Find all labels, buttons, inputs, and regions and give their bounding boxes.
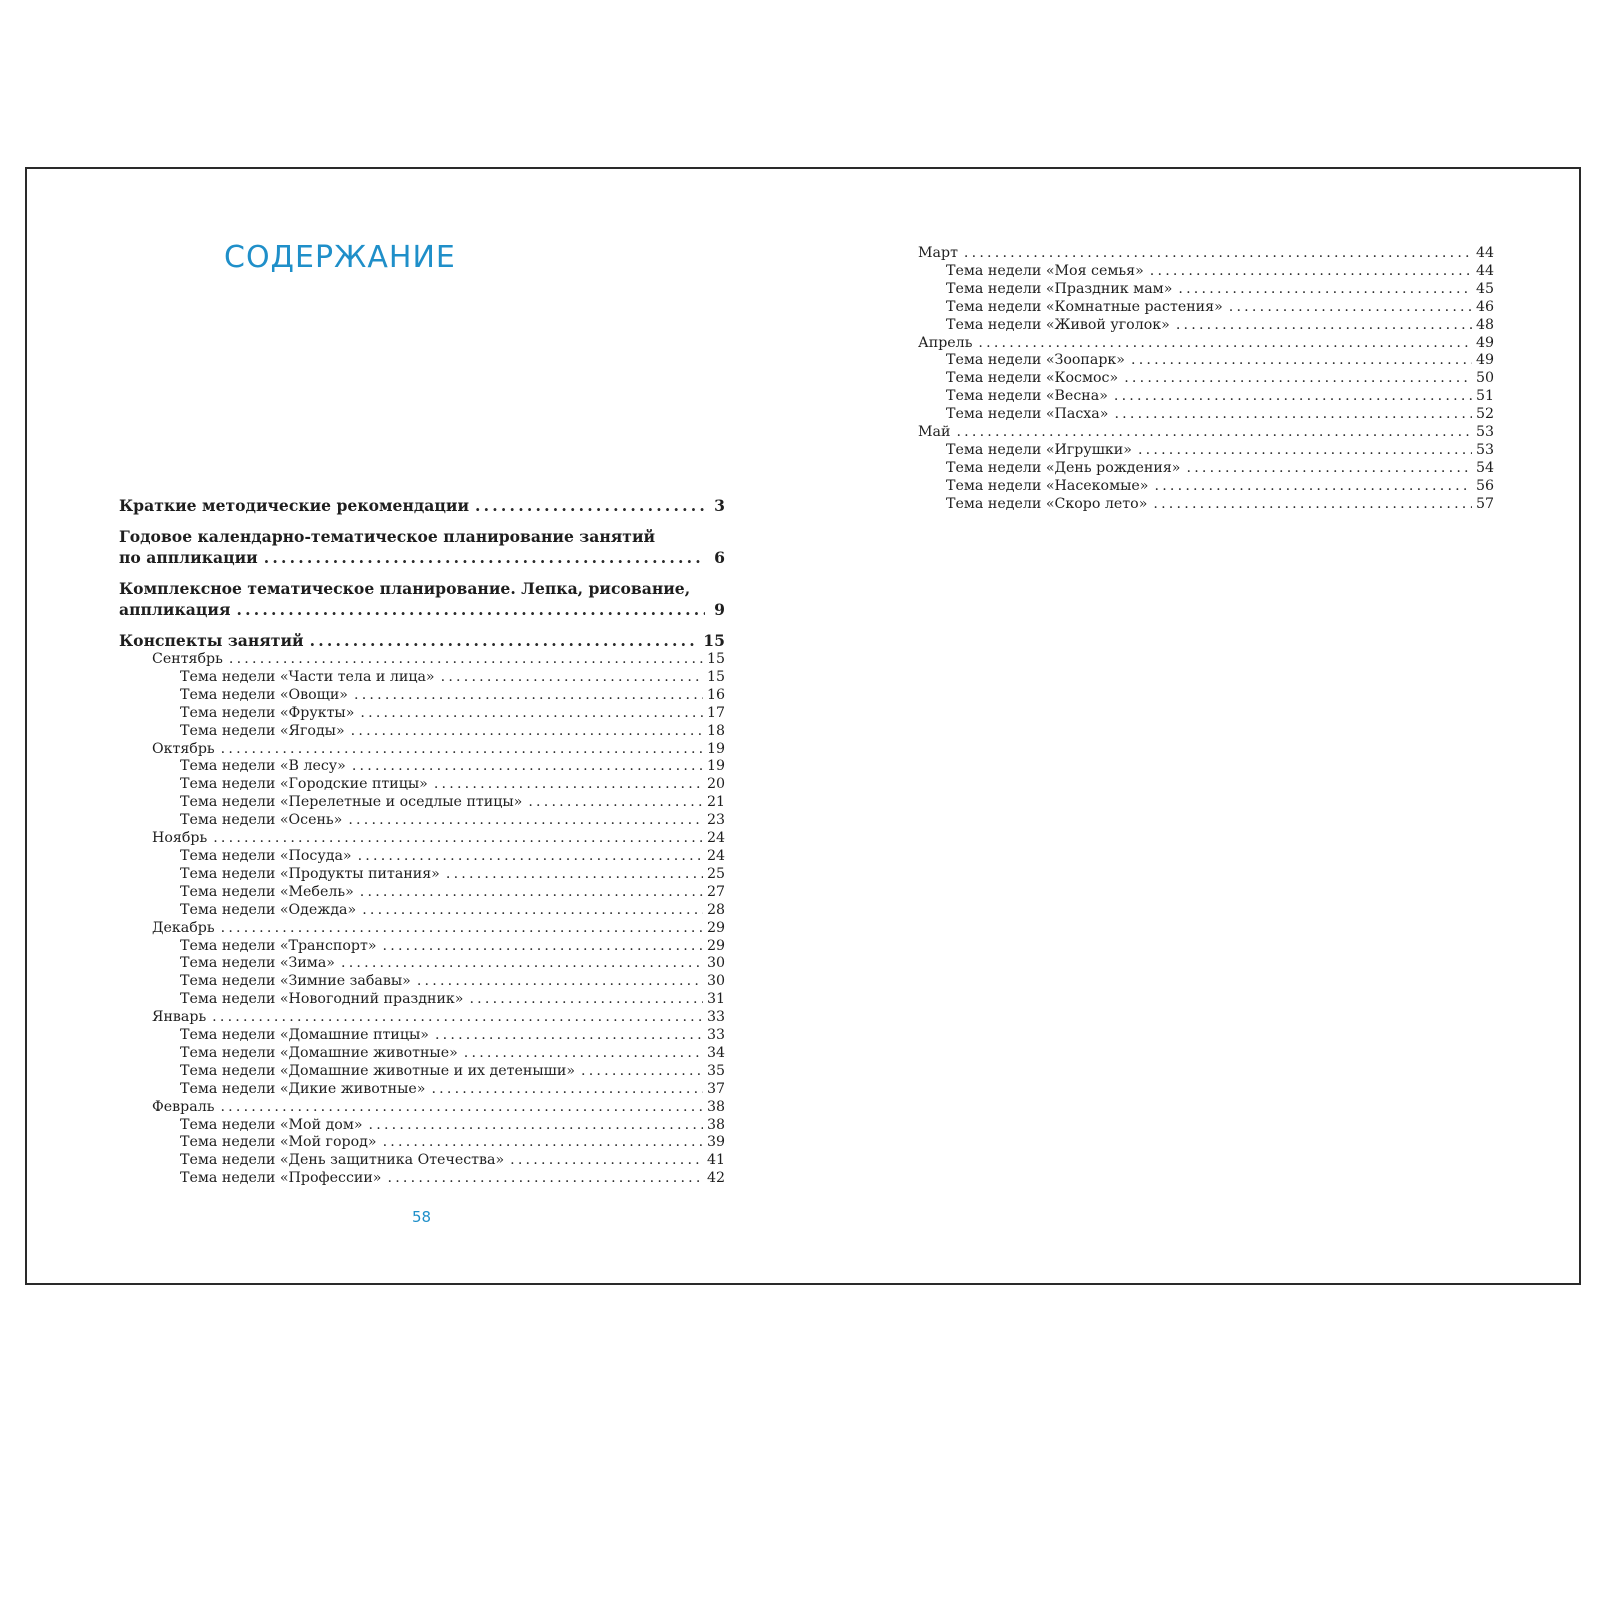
- toc-month-entry[interactable]: [119, 1099, 725, 1117]
- toc-leader-dots: [220, 1099, 703, 1117]
- toc-entry-page: 23: [706, 812, 725, 829]
- toc-entry-label: Тема недели «Части тела и лица»: [180, 668, 435, 685]
- toc-entry-page: 16: [706, 686, 725, 703]
- toc-entry-label: Тема недели «Домашние птицы»: [180, 1027, 429, 1044]
- toc-leader-dots: [1124, 370, 1472, 388]
- toc-leader-dots: [475, 495, 705, 516]
- toc-entry-label: Сентябрь: [152, 651, 223, 667]
- toc-leader-dots: [221, 920, 703, 938]
- toc-leader-dots: [1138, 442, 1472, 460]
- toc-entry-label: Тема недели «Зоопарк»: [946, 352, 1125, 369]
- toc-leader-dots: [1150, 263, 1472, 281]
- toc-month-entry[interactable]: [119, 741, 725, 759]
- toc-section-entry[interactable]: [119, 526, 725, 568]
- toc-entry-label: Тема недели «Праздник мам»: [946, 280, 1173, 297]
- toc-topic-entry[interactable]: [119, 812, 725, 830]
- toc-entry-page: 38: [706, 1116, 725, 1133]
- toc-topic-entry[interactable]: [918, 263, 1494, 281]
- toc-entry-label: по аппликации: [119, 548, 258, 567]
- toc-leader-dots: [360, 705, 703, 723]
- toc-entry-label: Декабрь: [152, 919, 215, 936]
- toc-leader-dots: [446, 866, 703, 884]
- toc-entry-page: 35: [706, 1062, 725, 1079]
- toc-topic-entry[interactable]: [119, 938, 725, 956]
- toc-entry-label: Тема недели «Мебель»: [180, 883, 354, 900]
- toc-month-entry[interactable]: [119, 920, 725, 938]
- toc-entry-page: 45: [1475, 280, 1494, 297]
- toc-leader-dots: [528, 794, 703, 812]
- toc-topic-entry[interactable]: [918, 442, 1494, 460]
- toc-entry-label: Тема недели «В лесу»: [180, 758, 346, 775]
- toc-entry-page: 18: [706, 722, 725, 739]
- toc-entry-page: 27: [706, 883, 725, 900]
- toc-entry-label: Март: [918, 245, 958, 261]
- toc-entry-page: 24: [706, 847, 725, 864]
- toc-entry-page: 52: [1475, 406, 1494, 423]
- toc-entry-label: Тема недели «Городские птицы»: [180, 776, 428, 793]
- toc-topic-entry[interactable]: [119, 973, 725, 991]
- toc-entry-label-line1: Годовое календарно-тематическое планирование занятий: [119, 527, 656, 546]
- toc-topic-entry[interactable]: [918, 317, 1494, 335]
- toc-entry-label-line1: Комплексное тематическое планирование. Лепка, рисование,: [119, 579, 691, 598]
- toc-section-entry[interactable]: [119, 578, 725, 620]
- toc-leader-dots: [434, 776, 703, 794]
- toc-topic-entry[interactable]: [918, 388, 1494, 406]
- toc-leader-dots: [431, 1081, 703, 1099]
- toc-entry-page: 54: [1475, 459, 1494, 476]
- toc-leader-dots: [383, 938, 703, 956]
- toc-entry-label: Тема недели «Профессии»: [180, 1170, 382, 1187]
- toc-leader-dots: [581, 1063, 703, 1081]
- toc-entry-page: 15: [703, 631, 725, 650]
- toc-entry-page: 50: [1475, 370, 1494, 387]
- toc-entry-page: 51: [1475, 388, 1494, 405]
- toc-entry-label: Тема недели «Дикие животные»: [180, 1080, 426, 1097]
- toc-entry-label: аппликация: [119, 600, 231, 619]
- toc-entry-page: 49: [1475, 352, 1494, 369]
- toc-topic-entry[interactable]: [918, 281, 1494, 299]
- toc-leader-dots: [352, 758, 703, 776]
- toc-entry-label: Тема недели «Перелетные и оседлые птицы»: [180, 794, 523, 811]
- toc-entry-page: 48: [1475, 316, 1494, 333]
- toc-entry-label: Тема недели «Мой дом»: [180, 1116, 363, 1133]
- toc-entry-page: 6: [714, 548, 725, 567]
- toc-entry-page: 21: [706, 794, 725, 811]
- toc-leader-dots: [1229, 299, 1472, 317]
- toc-topic-entry[interactable]: [119, 758, 725, 776]
- toc-entry-label: Краткие методические рекомендации: [119, 496, 470, 515]
- toc-entry-label: Январь: [152, 1009, 207, 1026]
- toc-entry-label: Ноябрь: [152, 830, 208, 847]
- toc-topic-entry[interactable]: [119, 884, 725, 902]
- toc-leader-dots: [388, 1170, 703, 1188]
- toc-entry-label: Тема недели «Транспорт»: [180, 937, 377, 954]
- toc-entry-label: Тема недели «Пасха»: [946, 406, 1109, 423]
- toc-entry-page: 42: [706, 1170, 725, 1187]
- toc-entry-label: Тема недели «День рождения»: [946, 459, 1181, 476]
- toc-entry-page: 37: [706, 1080, 725, 1097]
- toc-entry-page: 53: [1475, 441, 1494, 458]
- toc-leader-dots: [956, 424, 1471, 442]
- toc-topic-entry[interactable]: [119, 1152, 725, 1170]
- toc-leader-dots: [264, 547, 705, 568]
- toc-entry-label: Тема недели «Игрушки»: [946, 441, 1132, 458]
- toc-entry-page: 44: [1475, 245, 1494, 261]
- toc-leader-dots: [348, 812, 703, 830]
- toc-topic-entry[interactable]: [119, 687, 725, 705]
- toc-topic-entry[interactable]: [119, 705, 725, 723]
- toc-leader-dots: [213, 830, 703, 848]
- toc-entry-page: 49: [1475, 334, 1494, 351]
- toc-entry-page: 41: [706, 1152, 725, 1169]
- toc-leader-dots: [369, 1117, 703, 1135]
- toc-topic-entry[interactable]: [119, 669, 725, 687]
- toc-entry-label: Май: [918, 424, 951, 441]
- toc-entry-label: Октябрь: [152, 740, 215, 757]
- toc-left-list: [119, 651, 725, 1188]
- toc-entry-label: Тема недели «Посуда»: [180, 847, 352, 864]
- toc-topic-entry[interactable]: [119, 776, 725, 794]
- toc-entry-page: 30: [706, 973, 725, 990]
- page-number: 58: [412, 1208, 432, 1226]
- toc-leader-dots: [310, 630, 700, 651]
- toc-leader-dots: [417, 973, 703, 991]
- toc-leader-dots: [464, 1045, 703, 1063]
- toc-leader-dots: [212, 1009, 703, 1027]
- toc-leader-dots: [441, 669, 703, 687]
- toc-leader-dots: [1176, 317, 1472, 335]
- toc-section-entry[interactable]: [119, 630, 725, 651]
- toc-right-column: [918, 245, 1494, 514]
- toc-topic-entry[interactable]: [918, 352, 1494, 370]
- toc-entry-page: 15: [706, 668, 725, 685]
- toc-entry-page: 19: [706, 740, 725, 757]
- toc-leader-dots: [341, 955, 703, 973]
- toc-entry-label: Тема недели «Продукты питания»: [180, 865, 440, 882]
- toc-entry-label: Тема недели «Моя семья»: [946, 262, 1144, 279]
- toc-entry-page: 20: [706, 776, 725, 793]
- toc-leader-dots: [358, 848, 703, 866]
- toc-entry-label: Тема недели «Новогодний праздник»: [180, 991, 464, 1008]
- toc-entry-page: 46: [1475, 298, 1494, 315]
- toc-leader-dots: [978, 335, 1472, 353]
- toc-leader-dots: [510, 1152, 703, 1170]
- toc-topic-entry[interactable]: [918, 299, 1494, 317]
- toc-leader-dots: [1114, 406, 1472, 424]
- toc-entry-label: Тема недели «Живой уголок»: [946, 316, 1170, 333]
- toc-entry-page: 33: [706, 1027, 725, 1044]
- toc-entry-page: 19: [706, 758, 725, 775]
- toc-leader-dots: [236, 599, 705, 620]
- toc-leader-dots: [229, 651, 703, 669]
- toc-topic-entry[interactable]: [119, 1170, 725, 1188]
- toc-topic-entry[interactable]: [918, 370, 1494, 388]
- toc-leader-dots: [469, 991, 702, 1009]
- toc-month-entry[interactable]: [918, 245, 1494, 263]
- toc-entry-page: 15: [706, 651, 725, 667]
- toc-entry-page: 25: [706, 865, 725, 882]
- toc-entry-page: 28: [706, 901, 725, 918]
- toc-entry-page: 31: [706, 991, 725, 1008]
- toc-entry-page: 53: [1475, 424, 1494, 441]
- toc-topic-entry[interactable]: [119, 1027, 725, 1045]
- toc-entry-label: Тема недели «Одежда»: [180, 901, 357, 918]
- toc-leader-dots: [1114, 388, 1472, 406]
- toc-topic-entry[interactable]: [119, 1045, 725, 1063]
- toc-topic-entry[interactable]: [119, 902, 725, 920]
- toc-entry-label: Апрель: [918, 334, 973, 351]
- toc-leader-dots: [435, 1027, 703, 1045]
- toc-entry-label: Тема недели «Весна»: [946, 388, 1108, 405]
- toc-entry-page: 24: [706, 830, 725, 847]
- toc-month-entry[interactable]: [119, 1009, 725, 1027]
- toc-topic-entry[interactable]: [918, 460, 1494, 478]
- toc-topic-entry[interactable]: [119, 991, 725, 1009]
- toc-entry-page: 33: [706, 1009, 725, 1026]
- toc-entry-label: Тема недели «Ягоды»: [180, 722, 345, 739]
- toc-entry-page: 38: [706, 1098, 725, 1115]
- toc-entry-label: Тема недели «Космос»: [946, 370, 1119, 387]
- toc-entry-page: 56: [1475, 477, 1494, 494]
- toc-topic-entry[interactable]: [119, 848, 725, 866]
- toc-leader-dots: [1178, 281, 1472, 299]
- toc-leader-dots: [362, 902, 703, 920]
- toc-entry-label: Конспекты занятий: [119, 631, 304, 650]
- toc-entry-page: 30: [706, 955, 725, 972]
- toc-topic-entry[interactable]: [918, 496, 1494, 514]
- toc-month-entry[interactable]: [119, 830, 725, 848]
- toc-leader-dots: [1186, 460, 1471, 478]
- toc-leader-dots: [360, 884, 703, 902]
- page-title: СОДЕРЖАНИЕ: [224, 240, 456, 275]
- toc-entry-page: 29: [706, 919, 725, 936]
- toc-entry-page: 57: [1475, 495, 1494, 512]
- toc-topic-entry[interactable]: [119, 723, 725, 741]
- toc-topic-entry[interactable]: [119, 1063, 725, 1081]
- toc-leader-dots: [964, 245, 1472, 263]
- toc-entry-page: 17: [706, 704, 725, 721]
- toc-month-entry[interactable]: [918, 424, 1494, 442]
- toc-entry-label: Тема недели «Зимние забавы»: [180, 973, 411, 990]
- toc-month-entry[interactable]: [119, 651, 725, 669]
- toc-leader-dots: [221, 741, 703, 759]
- toc-section-entry[interactable]: [119, 495, 725, 516]
- toc-topic-entry[interactable]: [918, 478, 1494, 496]
- toc-topic-entry[interactable]: [119, 1134, 725, 1152]
- toc-topic-entry[interactable]: [119, 866, 725, 884]
- toc-topic-entry[interactable]: [918, 406, 1494, 424]
- toc-entry-label: Тема недели «Домашние животные и их детеныши»: [180, 1062, 576, 1079]
- toc-right-list: [918, 245, 1494, 514]
- toc-leader-dots: [383, 1134, 703, 1152]
- toc-entry-page: 29: [706, 937, 725, 954]
- toc-entry-label: Тема недели «Скоро лето»: [946, 495, 1148, 512]
- toc-entry-label: Тема недели «Комнатные растения»: [946, 298, 1223, 315]
- toc-leader-dots: [354, 687, 703, 705]
- toc-entry-label: Февраль: [152, 1098, 215, 1115]
- toc-topic-entry[interactable]: [119, 1081, 725, 1099]
- toc-month-entry[interactable]: [918, 335, 1494, 353]
- toc-entry-label: Тема недели «Зима»: [180, 955, 335, 972]
- toc-entry-label: Тема недели «Домашние животные»: [180, 1044, 458, 1061]
- toc-leader-dots: [1155, 478, 1472, 496]
- toc-entry-page: 9: [714, 600, 725, 619]
- toc-entry-page: 3: [714, 496, 725, 515]
- toc-entry-label: Тема недели «День защитника Отечества»: [180, 1152, 505, 1169]
- toc-topic-entry[interactable]: [119, 955, 725, 973]
- toc-entry-label: Тема недели «Фрукты»: [180, 704, 355, 721]
- toc-entry-label: Тема недели «Осень»: [180, 812, 343, 829]
- toc-entry-page: 39: [706, 1134, 725, 1151]
- toc-left-column: [119, 495, 725, 1188]
- toc-entry-page: 34: [706, 1044, 725, 1061]
- toc-entry-label: Тема недели «Мой город»: [180, 1134, 377, 1151]
- toc-entry-label: Тема недели «Насекомые»: [946, 477, 1149, 494]
- toc-topic-entry[interactable]: [119, 794, 725, 812]
- toc-leader-dots: [1153, 496, 1472, 514]
- toc-leader-dots: [351, 723, 703, 741]
- toc-entry-label: Тема недели «Овощи»: [180, 686, 348, 703]
- toc-topic-entry[interactable]: [119, 1117, 725, 1135]
- toc-leader-dots: [1131, 352, 1472, 370]
- toc-entry-page: 44: [1475, 262, 1494, 279]
